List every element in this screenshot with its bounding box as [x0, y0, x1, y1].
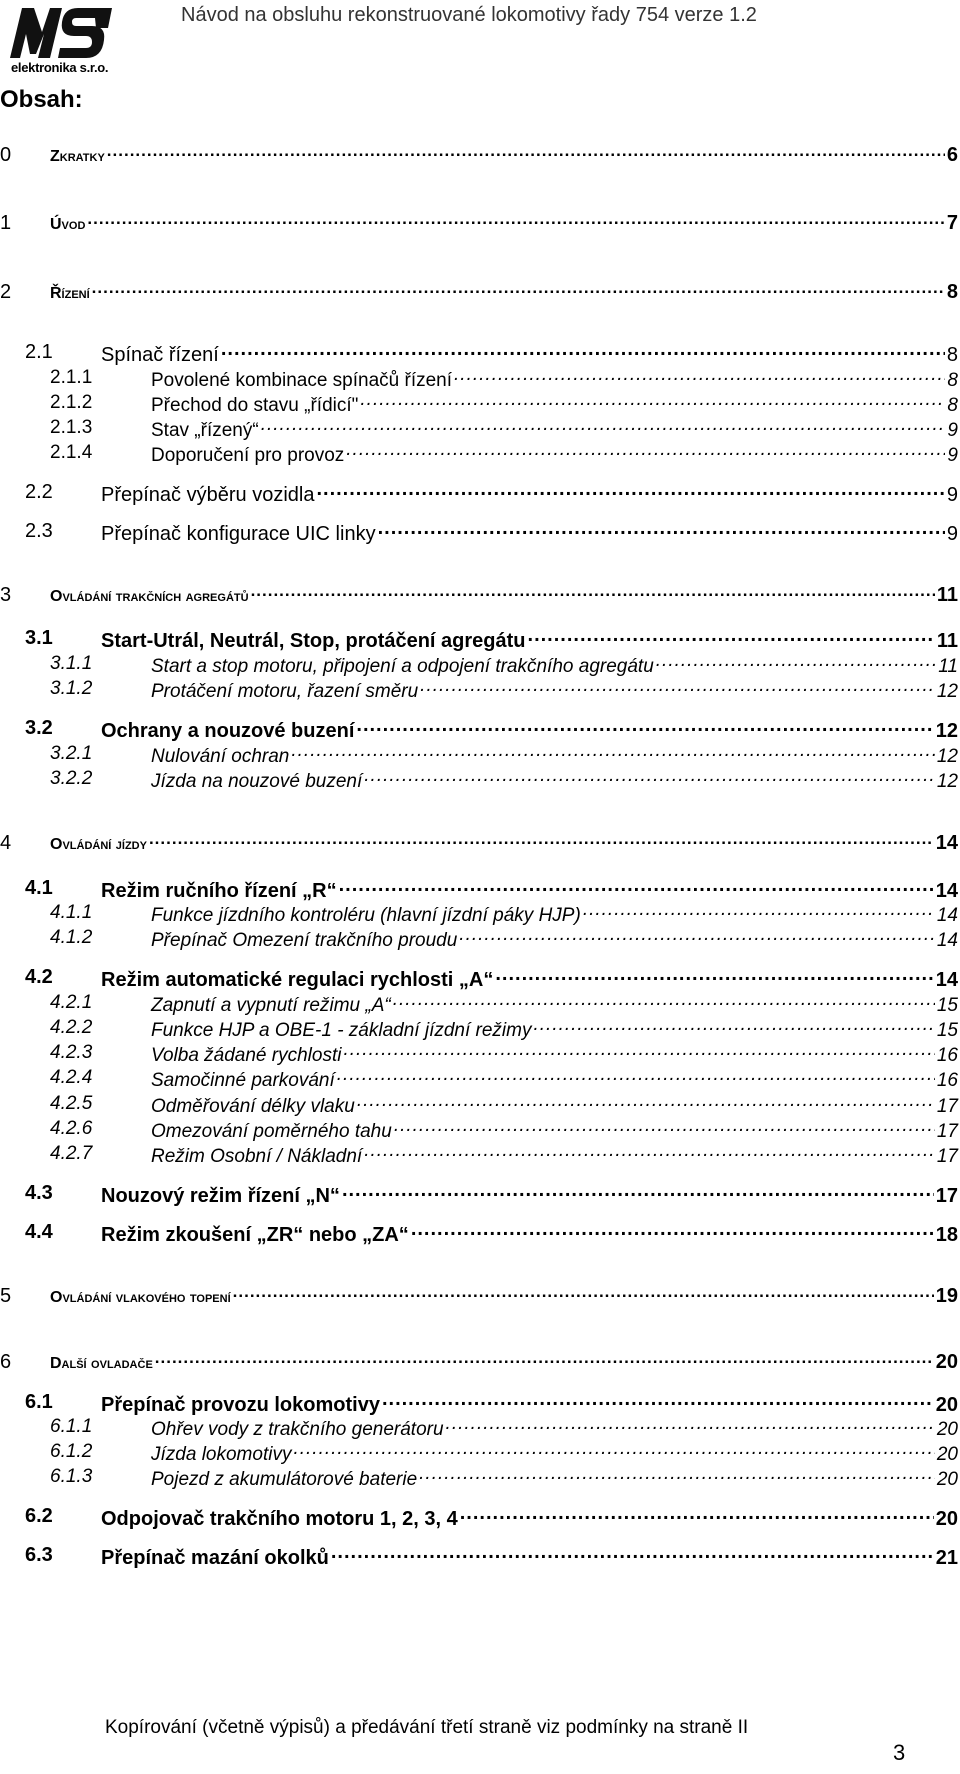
dot-leader — [346, 442, 945, 461]
toc-entry-label: Odpojovač trakčního motoru 1, 2, 3, 4 — [101, 1508, 458, 1530]
toc-entry[interactable] — [0, 743, 958, 768]
toc-entry[interactable] — [0, 1416, 958, 1441]
dot-leader — [420, 678, 935, 697]
toc-entry[interactable] — [0, 877, 958, 903]
document-title: Návod na obsluhu rekonstruované lokomotivy řady 754 verze 1.2 — [181, 4, 757, 26]
toc-entry-label: Omezování poměrného tahu — [151, 1121, 392, 1142]
toc-entry-label: Režim ručního řízení „R“ — [101, 880, 337, 902]
toc-entry[interactable] — [0, 1505, 958, 1531]
toc-entry-page: 20 — [935, 1351, 958, 1373]
toc-entry-label: Doporučení pro provoz — [151, 445, 345, 466]
toc-entry[interactable] — [0, 1067, 958, 1092]
toc-entry-label: Režim automatické regulaci rychlosti „A“ — [101, 969, 494, 991]
toc-entry-number: 4 — [0, 832, 12, 854]
dot-leader — [446, 1416, 935, 1435]
toc-entry-label: Stav „řízený“ — [151, 420, 259, 441]
toc-entry[interactable] — [0, 1182, 958, 1208]
toc-entry-number: 2.3 — [25, 520, 53, 542]
toc-entry[interactable] — [0, 1093, 958, 1118]
toc-entry[interactable] — [0, 367, 958, 392]
toc-entry-page: 15 — [936, 1020, 958, 1041]
dot-leader — [656, 653, 937, 672]
toc-entry-label: Přepínač provozu lokomotivy — [101, 1394, 380, 1416]
toc-entry-page: 14 — [936, 905, 958, 926]
toc-entry-page: 7 — [946, 212, 958, 234]
toc-entry[interactable] — [0, 281, 958, 303]
dot-leader — [316, 481, 944, 501]
toc-entry-label: Úvod — [50, 216, 86, 233]
toc-entry-page: 16 — [936, 1070, 958, 1091]
toc-entry-number: 1 — [0, 212, 12, 234]
dot-leader — [411, 1221, 934, 1241]
toc-entry-label: Ovládání vlakového topení — [50, 1289, 231, 1306]
toc-entry-page: 15 — [936, 995, 958, 1016]
toc-entry[interactable] — [0, 1143, 958, 1168]
toc-entry[interactable] — [0, 717, 958, 743]
toc-entry-label: Přepínač mazání okolků — [101, 1547, 329, 1569]
toc-entry[interactable] — [0, 1351, 958, 1373]
toc-entry[interactable] — [0, 832, 958, 854]
dot-leader — [364, 768, 935, 787]
toc-entry-page: 17 — [936, 1121, 958, 1142]
toc-entry-page: 12 — [935, 720, 958, 742]
dot-leader — [382, 1391, 934, 1411]
dot-leader — [364, 1143, 935, 1162]
toc-entry-page: 9 — [947, 420, 958, 441]
toc-entry-label: Další ovladače — [50, 1355, 153, 1372]
toc-entry-number: 4.3 — [25, 1182, 53, 1204]
dot-leader — [357, 1093, 935, 1112]
toc-entry-label: Zapnutí a vypnutí režimu „A“ — [151, 995, 391, 1016]
toc-entry-page: 9 — [946, 523, 958, 545]
toc-entry-label: Start-Utrál, Neutrál, Stop, protáčení agregátu — [101, 630, 526, 652]
toc-entry[interactable] — [0, 442, 958, 467]
toc-entry-label: Povolené kombinace spínačů řízení — [151, 370, 453, 391]
toc-entry[interactable] — [0, 902, 958, 927]
toc-entry-page: 17 — [935, 1185, 958, 1207]
toc-entry-label: Přechod do stavu „řídicí" — [151, 395, 359, 416]
toc-entry[interactable] — [0, 1441, 958, 1466]
toc-entry-number: 4.1 — [25, 877, 53, 899]
toc-entry-page: 12 — [936, 746, 958, 767]
toc-entry-label: Pojezd z akumulátorové baterie — [151, 1469, 418, 1490]
dot-leader — [293, 1441, 934, 1460]
toc-entry-number: 3.1 — [25, 627, 53, 649]
toc-entry[interactable] — [0, 212, 958, 234]
dot-leader — [233, 1285, 934, 1302]
dot-leader — [378, 520, 945, 540]
toc-entry-label: Jízda lokomotivy — [151, 1444, 292, 1465]
toc-entry-number: 4.2.6 — [50, 1118, 93, 1139]
toc-entry[interactable] — [0, 481, 958, 507]
toc-entry-page: 14 — [935, 832, 958, 854]
toc-entry[interactable] — [0, 768, 958, 793]
toc-entry-number: 3.1.2 — [50, 678, 93, 699]
toc-entry-label: Řízení — [50, 285, 90, 302]
page-number: 3 — [893, 1740, 906, 1765]
toc-entry[interactable] — [0, 341, 958, 367]
toc-entry-number: 6.2 — [25, 1505, 53, 1527]
dot-leader — [337, 1067, 935, 1086]
toc-entry-label: Přepínač Omezení trakčního proudu — [151, 930, 458, 951]
toc-entry-number: 2.1.3 — [50, 417, 93, 438]
toc-entry-label: Ovládání jízdy — [50, 836, 147, 853]
toc-entry-label: Odměřování délky vlaku — [151, 1096, 355, 1117]
toc-entry[interactable] — [0, 653, 958, 678]
toc-entry-number: 3 — [0, 584, 12, 606]
dot-leader — [149, 832, 934, 849]
dot-leader — [419, 1466, 935, 1485]
toc-entry-page: 11 — [938, 656, 958, 677]
dot-leader — [339, 877, 934, 897]
toc-entry-number: 0 — [0, 144, 12, 166]
toc-entry-page: 19 — [935, 1285, 958, 1307]
toc-entry-number: 4.2.1 — [50, 992, 93, 1013]
dot-leader — [107, 144, 945, 161]
toc-entry[interactable] — [0, 1285, 958, 1307]
toc-entry[interactable] — [0, 1391, 958, 1417]
toc-entry-page: 8 — [946, 344, 958, 366]
dot-leader — [291, 743, 934, 762]
toc-entry-number: 5 — [0, 1285, 12, 1307]
dot-leader — [393, 992, 935, 1011]
toc-entry-label: Nouzový režim řízení „N“ — [101, 1185, 340, 1207]
toc-entry-number: 3.2.1 — [50, 743, 93, 764]
toc-entry[interactable] — [0, 927, 958, 952]
toc-entry[interactable] — [0, 520, 958, 546]
toc-entry-number: 4.1.1 — [50, 902, 93, 923]
toc-entry-number: 6 — [0, 1351, 12, 1373]
dot-leader — [495, 966, 933, 986]
toc-entry-label: Samočinné parkování — [151, 1070, 335, 1091]
dot-leader — [331, 1544, 934, 1564]
toc-entry-page: 8 — [947, 395, 958, 416]
toc-entry-page: 12 — [936, 771, 958, 792]
toc-entry-label: Funkce HJP a OBE-1 - základní jízdní režimy — [151, 1020, 532, 1041]
toc-entry[interactable] — [0, 992, 958, 1017]
dot-leader — [251, 584, 935, 601]
toc-entry-page: 20 — [935, 1394, 958, 1416]
toc-entry[interactable] — [0, 1544, 958, 1570]
toc-entry-label: Zkratky — [50, 148, 105, 165]
toc-entry-page: 20 — [936, 1444, 958, 1465]
dot-leader — [394, 1118, 935, 1137]
toc-entry-page: 17 — [936, 1096, 958, 1117]
toc-entry-number: 3.2 — [25, 717, 53, 739]
toc-entry-number: 6.1.1 — [50, 1416, 93, 1437]
toc-entry[interactable] — [0, 1042, 958, 1067]
toc-entry-number: 3.1.1 — [50, 653, 93, 674]
toc-entry-page: 17 — [936, 1146, 958, 1167]
toc-entry-page: 11 — [936, 584, 958, 606]
toc-entry-page: 8 — [947, 370, 958, 391]
dot-leader — [583, 902, 935, 921]
toc-entry-number: 2.1.2 — [50, 392, 93, 413]
toc-entry-page: 9 — [946, 484, 958, 506]
dot-leader — [360, 392, 945, 411]
toc-entry-number: 2.1.1 — [50, 367, 93, 388]
dot-leader — [460, 1505, 934, 1525]
toc-entry-number: 2.1.4 — [50, 442, 93, 463]
toc-entry-number: 3.2.2 — [50, 768, 93, 789]
toc-entry[interactable] — [0, 678, 958, 703]
toc-entry-page: 20 — [936, 1419, 958, 1440]
toc-entry-label: Přepínač konfigurace UIC linky — [101, 523, 376, 545]
toc-entry-number: 6.1.2 — [50, 1441, 93, 1462]
toc-entry-number: 2 — [0, 281, 12, 303]
dot-leader — [87, 212, 944, 229]
toc-entry-label: Volba žádané rychlosti — [151, 1045, 342, 1066]
toc-entry-page: 12 — [936, 681, 958, 702]
toc-entry-label: Protáčení motoru, řazení směru — [151, 681, 419, 702]
dot-leader — [261, 417, 946, 436]
toc-entry-number: 4.1.2 — [50, 927, 93, 948]
toc-entry-label: Nulování ochran — [151, 746, 290, 767]
toc-entry-page: 20 — [936, 1469, 958, 1490]
dot-leader — [155, 1351, 934, 1368]
toc-entry-number: 6.1.3 — [50, 1466, 93, 1487]
toc-entry-number: 6.3 — [25, 1544, 53, 1566]
toc-entry-number: 4.2.7 — [50, 1143, 93, 1164]
toc-entry-label: Funkce jízdního kontroléru (hlavní jízdní páky HJP) — [151, 905, 581, 926]
toc-entry-number: 4.2.2 — [50, 1017, 93, 1038]
dot-leader — [356, 717, 933, 737]
toc-entry-page: 21 — [935, 1547, 958, 1569]
dot-leader — [528, 627, 935, 647]
toc-entry[interactable] — [0, 1118, 958, 1143]
toc-entry-label: Jízda na nouzové buzení — [151, 771, 363, 792]
toc-entry-page: 14 — [935, 880, 958, 902]
toc-entry-page: 11 — [936, 630, 958, 652]
toc-entry-page: 6 — [946, 144, 958, 166]
toc-entry[interactable] — [0, 966, 958, 992]
dot-leader — [343, 1042, 934, 1061]
dot-leader — [221, 341, 945, 361]
toc-entry-number: 4.2.3 — [50, 1042, 93, 1063]
toc-heading: Obsah: — [0, 86, 83, 113]
toc-entry-label: Spínač řízení — [101, 344, 219, 366]
toc-entry-page: 8 — [946, 281, 958, 303]
logo-text: elektronika s.r.o. — [11, 60, 109, 75]
toc-entry[interactable] — [0, 584, 958, 606]
toc-entry-page: 20 — [935, 1508, 958, 1530]
toc-entry-number: 4.2 — [25, 966, 53, 988]
toc-entry-label: Ohřev vody z trakčního generátoru — [151, 1419, 444, 1440]
toc-entry-label: Přepínač výběru vozidla — [101, 484, 315, 506]
toc-entry[interactable] — [0, 1466, 958, 1491]
dot-leader — [533, 1017, 934, 1036]
toc-entry-page: 18 — [935, 1224, 958, 1246]
toc-entry-label: Start a stop motoru, připojení a odpojení trakčního agregátu — [151, 656, 654, 677]
dot-leader — [342, 1182, 934, 1202]
toc-entry-label: Režim Osobní / Nákladní — [151, 1146, 363, 1167]
toc-entry-number: 6.1 — [25, 1391, 53, 1413]
toc-entry[interactable] — [0, 1221, 958, 1247]
toc-entry-label: Ovládání trakčních agregátů — [50, 588, 249, 605]
toc-entry-number: 4.2.4 — [50, 1067, 93, 1088]
toc-entry-label: Režim zkoušení „ZR“ nebo „ZA“ — [101, 1224, 409, 1246]
toc-entry-page: 9 — [947, 445, 958, 466]
dot-leader — [459, 927, 935, 946]
toc-entry-number: 4.4 — [25, 1221, 53, 1243]
dot-leader — [454, 367, 945, 386]
toc-entry-number: 4.2.5 — [50, 1093, 93, 1114]
toc-entry-number: 2.1 — [25, 341, 53, 363]
toc-entry-number: 2.2 — [25, 481, 53, 503]
toc-entry-page: 14 — [936, 930, 958, 951]
dot-leader — [92, 281, 945, 298]
toc-entry[interactable] — [0, 144, 958, 166]
footer-copyright-note: Kopírování (včetně výpisů) a předávání třetí straně viz podmínky na straně II — [105, 1717, 749, 1738]
toc-entry[interactable] — [0, 1017, 958, 1042]
toc-entry-page: 16 — [936, 1045, 958, 1066]
toc-entry[interactable] — [0, 627, 958, 653]
toc-entry[interactable] — [0, 417, 958, 442]
toc-entry-page: 14 — [935, 969, 958, 991]
toc-entry[interactable] — [0, 392, 958, 417]
toc-entry-label: Ochrany a nouzové buzení — [101, 720, 355, 742]
